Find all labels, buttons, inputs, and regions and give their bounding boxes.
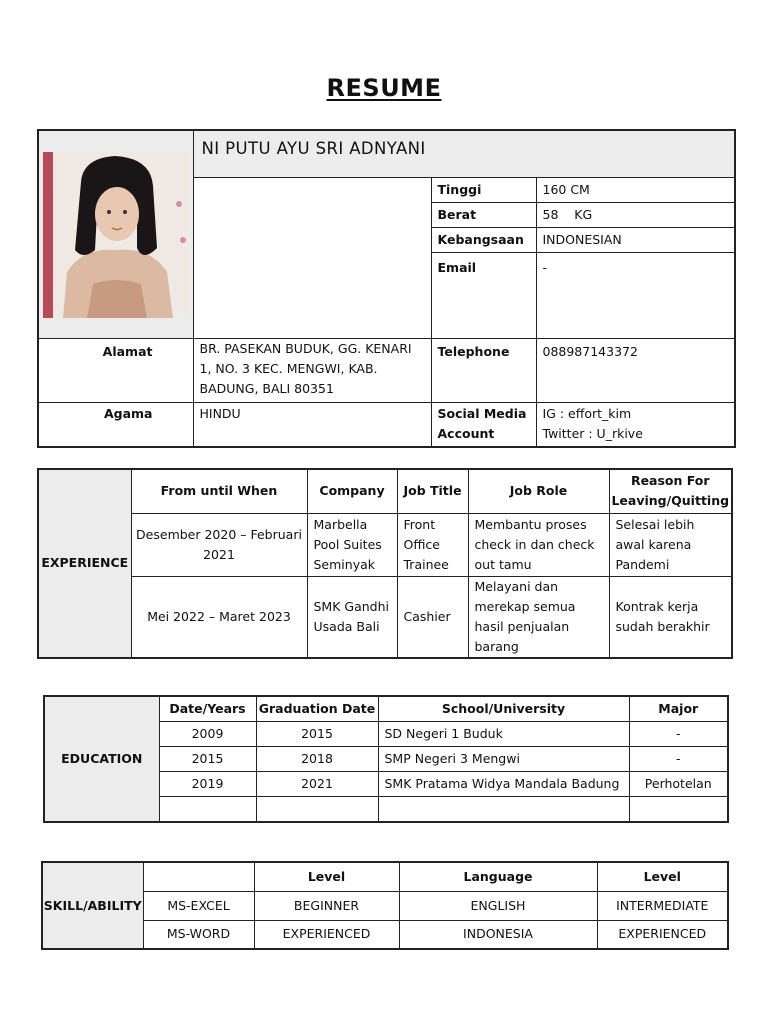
alamat-label: Alamat — [38, 339, 193, 403]
email-label: Email — [431, 253, 536, 339]
berat-value: 58 KG — [536, 203, 735, 228]
table-row — [42, 920, 728, 949]
skills-label: SKILL/ABILITY — [42, 862, 143, 949]
agama-value: HINDU — [193, 403, 431, 448]
skill-name: MS-EXCEL — [143, 891, 254, 920]
social-value — [536, 403, 735, 448]
edu-header-years: Date/Years — [159, 696, 256, 722]
profile-table — [37, 129, 736, 448]
profile-photo — [43, 152, 189, 318]
telephone-label: Telephone — [431, 339, 536, 403]
skill-header-language: Language — [399, 862, 597, 891]
exp-header-period: From until When — [131, 469, 307, 513]
edu-major: Perhotelan — [629, 772, 728, 797]
exp-job-role: Melayani dan merekap semua hasil penjualan barang — [468, 576, 609, 658]
exp-period: Desember 2020 – Februari 2021 — [131, 513, 307, 576]
exp-job-title: Front Office Trainee — [397, 513, 468, 576]
exp-header-job-role: Job Role — [468, 469, 609, 513]
edu-years: 2009 — [159, 722, 256, 747]
skill-level: EXPERIENCED — [254, 920, 399, 949]
exp-header-company: Company — [307, 469, 397, 513]
exp-header-job-title: Job Title — [397, 469, 468, 513]
edu-school: SMK Pratama Widya Mandala Badung — [378, 772, 629, 797]
blank-cell — [193, 178, 431, 339]
tinggi-value: 160 CM — [536, 178, 735, 203]
edu-years: 2015 — [159, 747, 256, 772]
edu-school: SD Negeri 1 Buduk — [378, 722, 629, 747]
page-title: RESUME — [326, 74, 442, 102]
skills-table — [41, 861, 729, 950]
kebangsaan-label: Kebangsaan — [431, 228, 536, 253]
skill-header-level: Level — [254, 862, 399, 891]
skill-name: MS-WORD — [143, 920, 254, 949]
language-level: EXPERIENCED — [597, 920, 728, 949]
exp-header-reason: Reason For Leaving/Quitting — [609, 469, 732, 513]
edu-header-school: School/University — [378, 696, 629, 722]
edu-school — [378, 797, 629, 823]
berat-label: Berat — [431, 203, 536, 228]
experience-table — [37, 468, 733, 659]
alamat-value: BR. PASEKAN BUDUK, GG. KENARI 1, NO. 3 KEC. MENGWI, KAB. BADUNG, BALI 80351 — [193, 339, 431, 403]
edu-graduation: 2021 — [256, 772, 378, 797]
full-name: NI PUTU AYU SRI ADNYANI — [193, 130, 735, 178]
email-value: - — [536, 253, 735, 339]
table-row — [42, 891, 728, 920]
exp-job-role: Membantu proses check in dan check out tamu — [468, 513, 609, 576]
language-name: INDONESIA — [399, 920, 597, 949]
exp-company: Marbella Pool Suites Seminyak — [307, 513, 397, 576]
table-row — [38, 576, 732, 658]
table-row — [38, 513, 732, 576]
edu-major: - — [629, 747, 728, 772]
education-table — [43, 695, 729, 823]
kebangsaan-value: INDONESIAN — [536, 228, 735, 253]
edu-years — [159, 797, 256, 823]
edu-years: 2019 — [159, 772, 256, 797]
edu-major: - — [629, 722, 728, 747]
edu-school: SMP Negeri 3 Mengwi — [378, 747, 629, 772]
skill-header-blank — [143, 862, 254, 891]
person-photo-icon — [43, 152, 189, 318]
edu-graduation: 2018 — [256, 747, 378, 772]
social-label: Social Media Account — [431, 403, 536, 448]
social-twitter: Twitter : U_rkive — [542, 426, 643, 441]
exp-reason: Kontrak kerja sudah berakhir — [609, 576, 732, 658]
education-label: EDUCATION — [44, 696, 159, 822]
experience-label: EXPERIENCE — [38, 469, 131, 658]
edu-header-major: Major — [629, 696, 728, 722]
language-level: INTERMEDIATE — [597, 891, 728, 920]
telephone-value: 088987143372 — [536, 339, 735, 403]
social-ig: IG : effort_kim — [542, 406, 632, 421]
exp-period: Mei 2022 – Maret 2023 — [131, 576, 307, 658]
edu-header-graduation: Graduation Date — [256, 696, 378, 722]
edu-graduation — [256, 797, 378, 823]
edu-graduation: 2015 — [256, 722, 378, 747]
agama-label: Agama — [38, 403, 193, 448]
exp-job-title: Cashier — [397, 576, 468, 658]
exp-reason: Selesai lebih awal karena Pandemi — [609, 513, 732, 576]
exp-company: SMK Gandhi Usada Bali — [307, 576, 397, 658]
tinggi-label: Tinggi — [431, 178, 536, 203]
language-name: ENGLISH — [399, 891, 597, 920]
skill-level: BEGINNER — [254, 891, 399, 920]
photo-cell — [38, 130, 193, 339]
skill-header-language-level: Level — [597, 862, 728, 891]
edu-major — [629, 797, 728, 823]
